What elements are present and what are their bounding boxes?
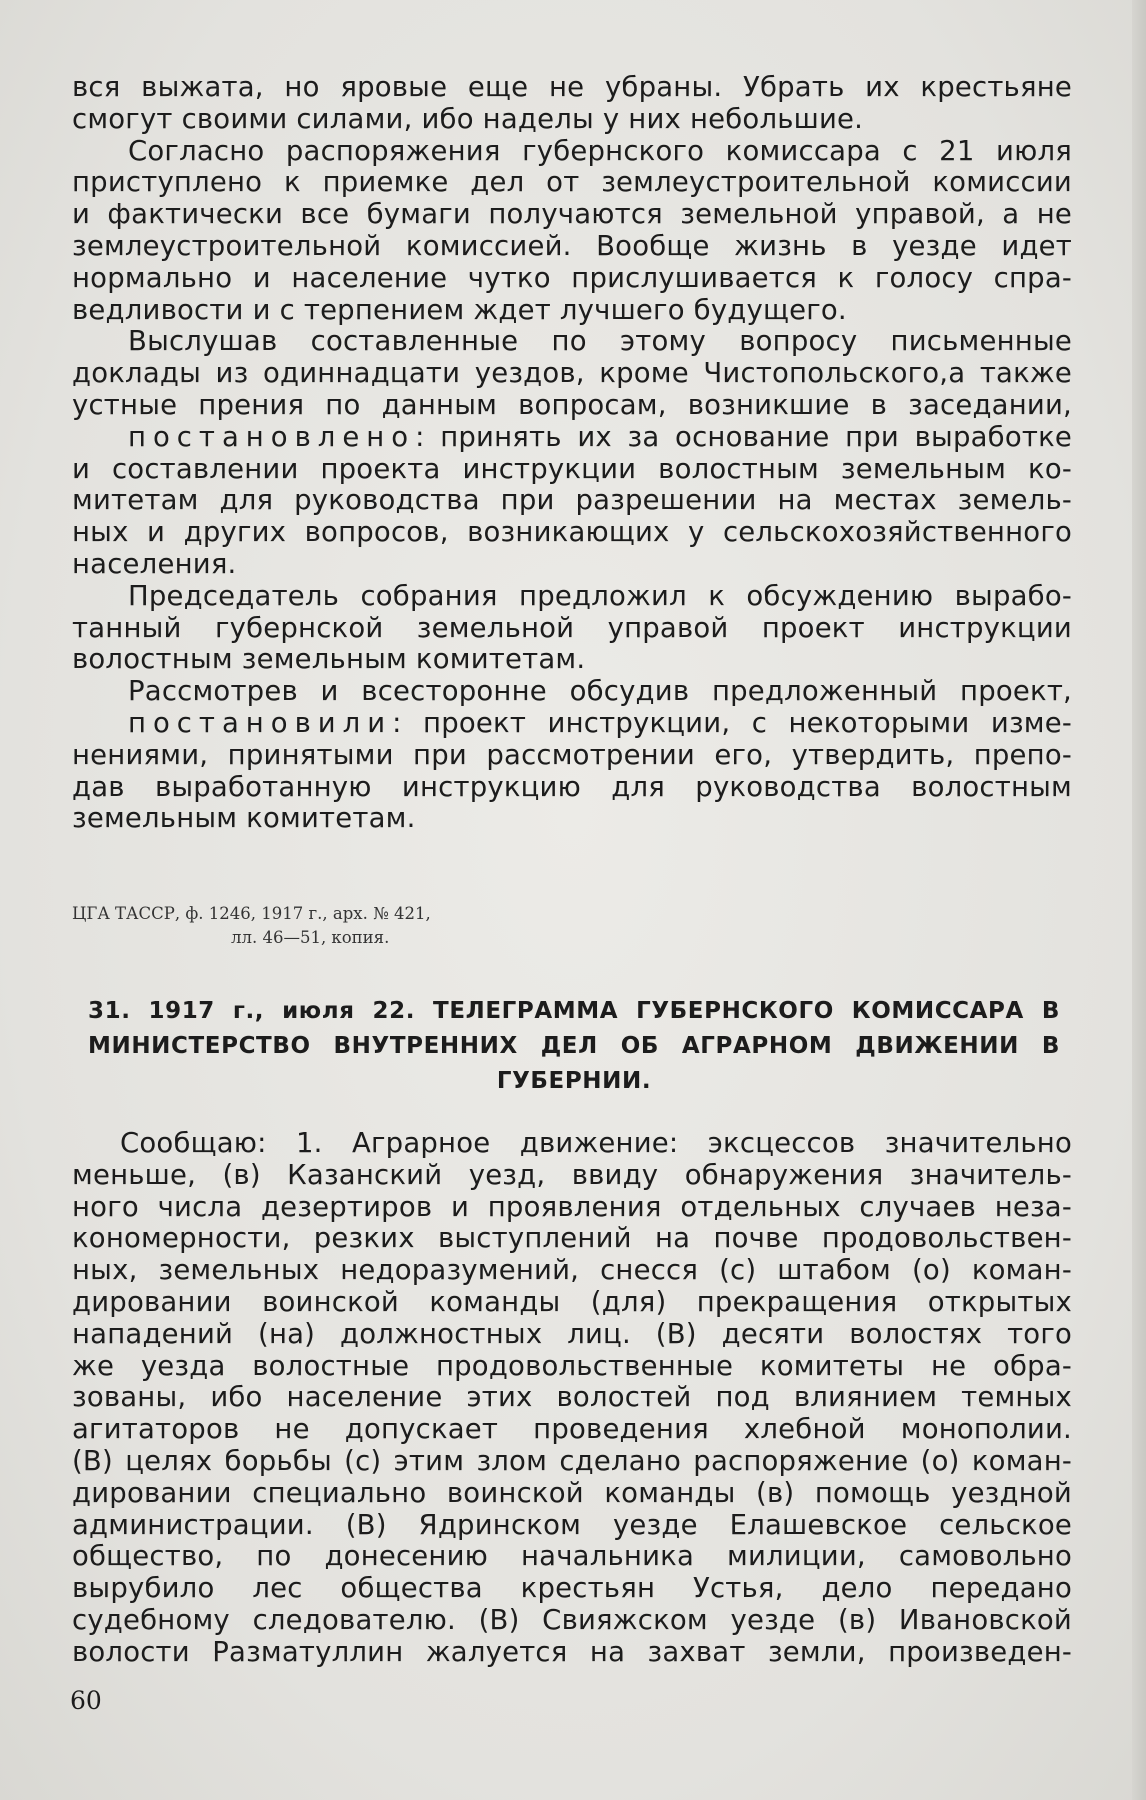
text-line: ных и других вопросов, возникающих у сельскохозяйственного: [72, 516, 1072, 549]
continued-text-block: [72, 72, 1072, 835]
text-line: дировании воинской команды (для) прекращения открытых: [72, 1285, 1072, 1318]
text-line: волостным земельным комитетам.: [72, 643, 586, 676]
heading-line: 31. 1917 г., июля 22. ТЕЛЕГРАММА ГУБЕРНСКОГО КОМИССАРА В: [88, 998, 1060, 1024]
text-line: Рассмотрев и всесторонне обсудив предложенный проект,: [128, 675, 1072, 708]
text-line: (В) целях борьбы (с) этим злом сделано распоряжение (о) коман-: [72, 1444, 1072, 1477]
page-number: 60: [70, 1686, 102, 1715]
heading-line: ГУБЕРНИИ.: [496, 1068, 652, 1094]
text-line: ного числа дезертиров и проявления отдельных случаев неза-: [72, 1190, 1072, 1223]
text-line: устные прения по данным вопросам, возникшие в заседании,: [72, 388, 1072, 421]
text-fragment: : принять их за основание при выработке: [415, 420, 1072, 453]
text-line: земельным комитетам.: [72, 802, 416, 835]
text-line: судебному следователю. (В) Свияжском уезде (в) Ивановской: [72, 1603, 1072, 1636]
text-line: волости Разматуллин жалуется на захват земли, произведен-: [72, 1635, 1072, 1668]
text-line: и составлении проекта инструкции волостным земельным ко-: [72, 452, 1072, 485]
text-line: приступлено к приемке дел от землеустроительной комиссии: [72, 166, 1072, 199]
text-line: смогут своими силами, ибо наделы у них небольшие.: [72, 102, 864, 135]
text-line: землеустроительной комиссией. Вообще жизнь в уезде идет: [72, 229, 1072, 262]
text-line: ведливости и с терпением ждет лучшего будущего.: [72, 293, 847, 326]
text-line: Сообщаю: 1. Аграрное движение: эксцессов значительно: [120, 1127, 1072, 1159]
text-line: и фактически все бумаги получаются земельной управой, а не: [72, 198, 1072, 231]
text-line: населения.: [72, 547, 237, 580]
text-line: агитаторов не допускает проведения хлебной монополии.: [72, 1413, 1072, 1446]
document-heading: [88, 994, 1060, 1099]
text-line: нормально и население чутко прислушивается к голосу спра-: [72, 261, 1072, 294]
telegram-text-block: [72, 1128, 1072, 1669]
heading-line: МИНИСТЕРСТВО ВНУТРЕННИХ ДЕЛ ОБ АГРАРНОМ ДВИЖЕНИИ В: [88, 1033, 1060, 1059]
text-line: вся выжата, но яровые еще не убраны. Убрать их крестьяне: [72, 71, 1072, 103]
text-line: меньше, (в) Казанский уезд, ввиду обнаружения значитель-: [72, 1158, 1072, 1191]
text-line: общество, по донесению начальника милиции, самовольно: [72, 1540, 1072, 1573]
spaced-word-resolved: постановлено: [128, 420, 416, 453]
text-line: Согласно распоряжения губернского комиссара с 21 июля: [128, 134, 1072, 167]
text-line: танный губернской земельной управой проект инструкции: [72, 611, 1072, 644]
text-line: же уезда волостные продовольственные комитеты не обра-: [72, 1349, 1072, 1382]
archive-source-note: [72, 902, 1072, 950]
text-line: зованы, ибо население этих волостей под влиянием темных: [72, 1381, 1072, 1414]
source-line: ЦГА ТАССР, ф. 1246, 1917 г., арх. № 421,: [72, 904, 431, 923]
text-line: нападений (на) должностных лиц. (В) десяти волостях того: [72, 1317, 1072, 1350]
text-line: ных, земельных недоразумений, снесся (с) штабом (о) коман-: [72, 1254, 1072, 1287]
text-line: Выслушав составленные по этому вопросу письменные: [128, 325, 1072, 358]
text-line: кономерности, резких выступлений на почве продовольствен-: [72, 1222, 1072, 1255]
text-line: Председатель собрания предложил к обсуждению вырабо-: [128, 579, 1072, 612]
spaced-word-decided: постановили: [128, 706, 393, 739]
text-line: дировании специально воинской команды (в) помощь уездной: [72, 1476, 1072, 1509]
text-line: администрации. (В) Ядринском уезде Елашевское сельское: [72, 1508, 1072, 1541]
resolution-line: [72, 708, 1072, 740]
text-line: нениями, принятыми при рассмотрении его, утвердить, препо-: [72, 738, 1072, 771]
page-edge-shadow: [1132, 0, 1146, 1800]
source-line: лл. 46—51, копия.: [231, 928, 390, 947]
text-line: доклады из одиннадцати уездов, кроме Чистопольского,а также: [72, 357, 1072, 390]
text-line: дав выработанную инструкцию для руководства волостным: [72, 770, 1072, 803]
text-line: вырубило лес общества крестьян Устья, дело передано: [72, 1572, 1072, 1605]
text-line: митетам для руководства при разрешении на местах земель-: [72, 484, 1072, 517]
resolution-line: [72, 422, 1072, 454]
text-fragment: : проект инструкции, с некоторыми изме-: [392, 706, 1072, 739]
